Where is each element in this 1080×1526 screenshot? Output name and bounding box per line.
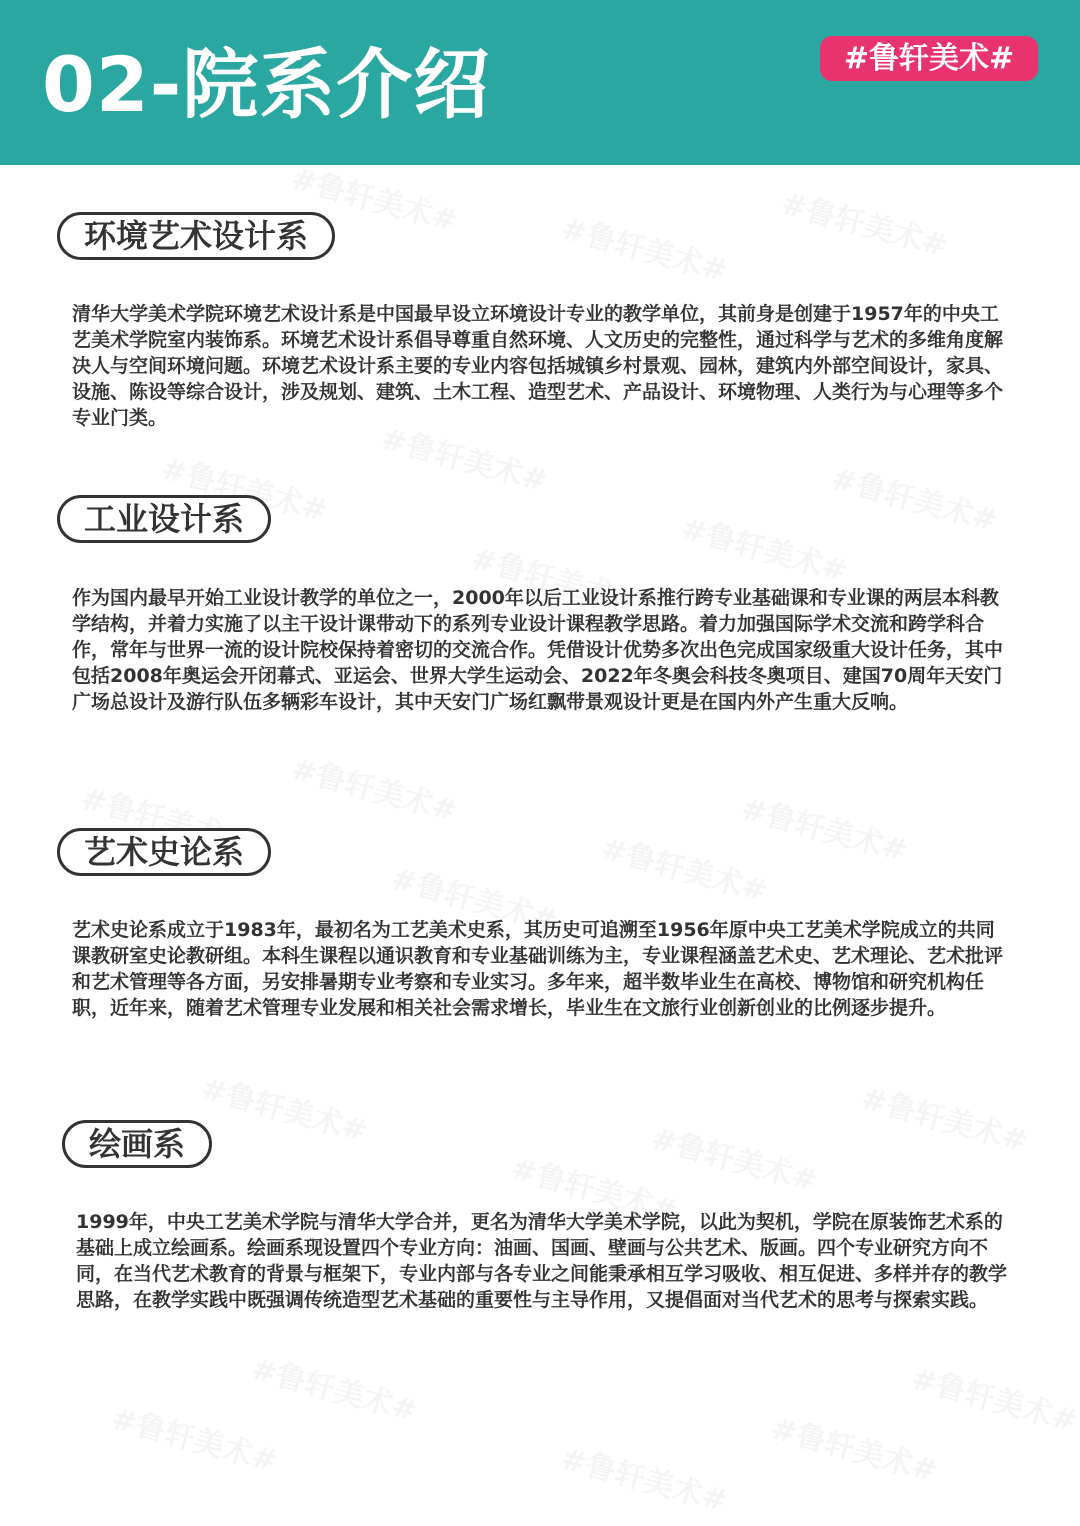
watermark bbox=[597, 824, 773, 911]
watermark bbox=[557, 204, 733, 291]
watermark bbox=[557, 1434, 733, 1521]
section-title-environment-design: 环境艺术设计系 bbox=[57, 212, 335, 260]
section-body-art-history: 艺术史论系成立于1983年，最初名为工艺美术史系，其历史可追溯至1956年原中央工艺美术学院成立的共同课教研室史论教研组。本科生课程以通识教育和专业基础训练为主，专业课程涵盖艺术史、艺术理论、艺术批评和艺术管理等各方面，另安排暑期专业考察和专业实习。多年来，超半数毕业生在高校、博物馆和研究机构任职，近年来，随着艺术管理专业发展和相关社会需求增长，毕业生在文旅行业创新创业的比例逐步提升。 bbox=[72, 919, 1004, 1019]
watermark bbox=[197, 1064, 373, 1151]
watermark bbox=[907, 1354, 1080, 1441]
hashtag-badge: #鲁轩美术# bbox=[820, 36, 1038, 81]
watermark bbox=[247, 1344, 423, 1431]
watermark bbox=[827, 454, 1003, 541]
section-body-environment-design: 清华大学美术学院环境艺术设计系是中国最早设立环境设计专业的教学单位，其前身是创建于1957年的中央工艺美术学院室内装饰系。环境艺术设计系倡导尊重自然环境、人文历史的完整性，通过科学与艺术的多维角度解决人与空间环境问题。环境艺术设计系主要的专业内容包括城镇乡村景观、园林，建筑内外部空间设计，家具、设施、陈设等综合设计，涉及规划、建筑、土木工程、造型艺术、产品设计、环境物理、人类行为与心理等多个专业门类。 bbox=[72, 303, 1004, 429]
watermark bbox=[767, 1404, 943, 1491]
watermark bbox=[287, 744, 463, 831]
watermark bbox=[107, 1394, 283, 1481]
watermark bbox=[777, 179, 953, 266]
watermark bbox=[677, 504, 853, 591]
section-title-industrial-design: 工业设计系 bbox=[57, 495, 271, 543]
page-title: 02-院系介绍 bbox=[42, 40, 491, 129]
watermark bbox=[737, 784, 913, 871]
watermark bbox=[857, 1074, 1033, 1161]
section-title-art-history: 艺术史论系 bbox=[57, 828, 271, 876]
header-banner bbox=[0, 0, 1080, 165]
section-body-industrial-design: 作为国内最早开始工业设计教学的单位之一，2000年以后工业设计系推行跨专业基础课和专业课的两层本科教学结构，并着力实施了以主干设计课带动下的系列专业设计课程教学思路。着力加强国际学术交流和跨学科合作，常年与世界一流的设计院校保持着密切的交流合作。凭借设计优势多次出色完成国家级重大设计任务，其中包括2008年奥运会开闭幕式、亚运会、世界大学生运动会、2022年冬奥会科技冬奥项目、建国70周年天安门广场总设计及游行队伍多辆彩车设计，其中天安门广场红飘带景观设计更是在国内外产生重大反响。 bbox=[72, 587, 1004, 713]
section-title-painting: 绘画系 bbox=[62, 1120, 212, 1168]
section-body-painting: 1999年，中央工艺美术学院与清华大学合并，更名为清华大学美术学院，以此为契机，学院在原装饰艺术系的基础上成立绘画系。绘画系现设置四个专业方向：油画、国画、壁画与公共艺术、版画。四个专业研究方向不同，在当代艺术教育的背景与框架下，专业内部与各专业之间能秉承相互学习吸收、相互促进、多样并存的教学思路，在教学实践中既强调传统造型艺术基础的重要性与主导作用，又提倡面对当代艺术的思考与探索实践。 bbox=[76, 1211, 1008, 1311]
